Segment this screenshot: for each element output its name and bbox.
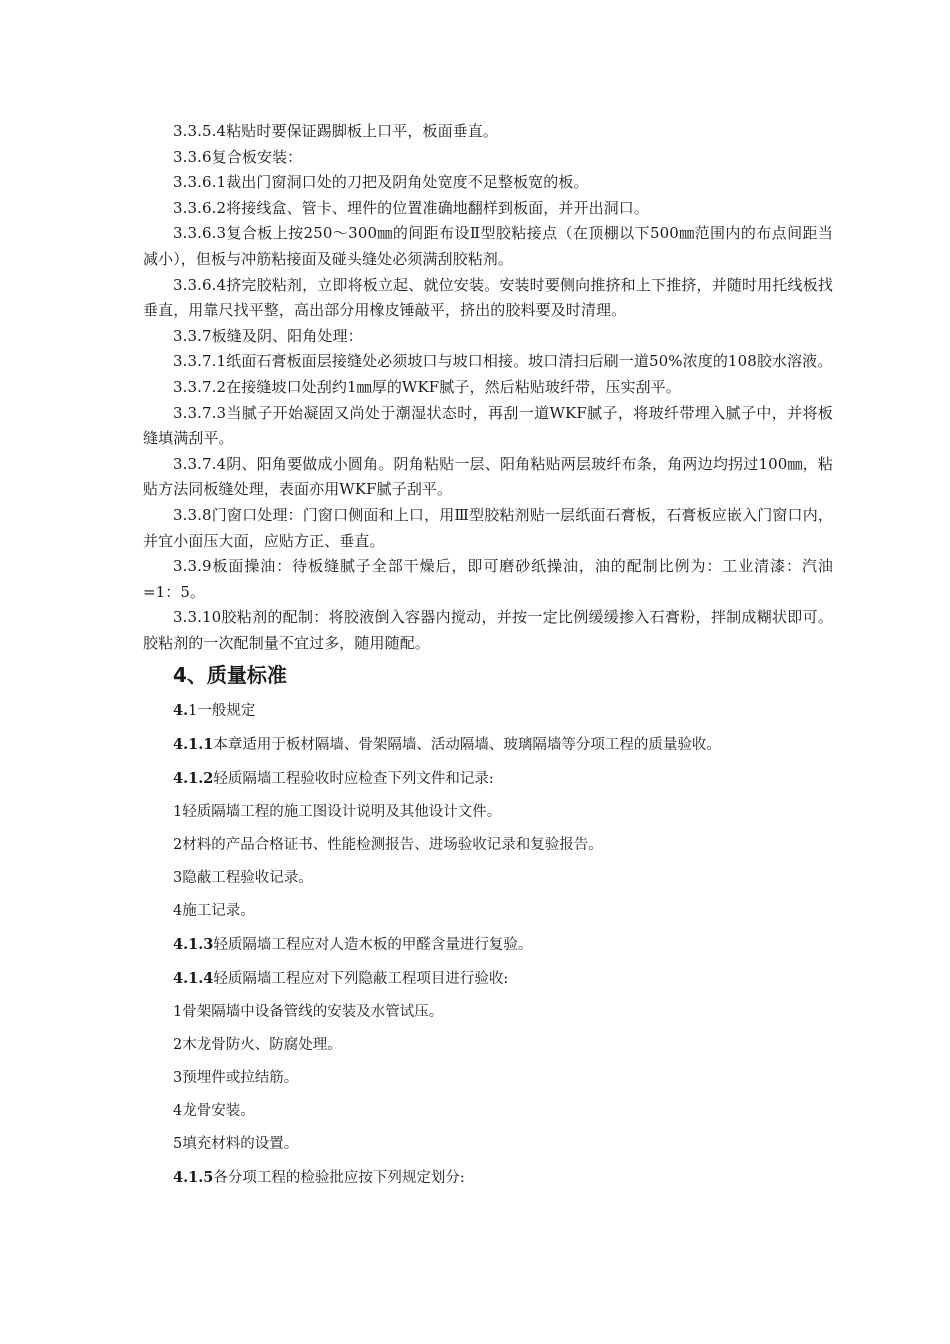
clause-4-1-3 [173, 928, 833, 962]
paragraph-3-3-8: 3.3.8门窗口处理：门窗口侧面和上口，用Ⅲ型胶粘剂贴一层纸面石膏板，石膏板应嵌入门窗口内，并宜小面压大面，应贴方正、垂直。 [143, 505, 833, 550]
list-item: 1骨架隔墙中设备管线的安装及水管试压。 [173, 1004, 444, 1021]
list-item: 3隐蔽工程验收记录。 [173, 870, 313, 887]
document-body [143, 119, 833, 1195]
clause-text: 1一般规定 [188, 703, 256, 720]
paragraph-3-3-7: 3.3.7板缝及阴、阳角处理： [173, 326, 363, 345]
paragraph-3-3-6-3: 3.3.6.3复合板上按250～300㎜的间距布设Ⅱ型胶粘接点（在顶棚以下500㎜范围内的布点间距当减小），但板与冲筋粘接面及碰头缝处必须满刮胶粘剂。 [143, 224, 833, 268]
clause-number: 4.1.3 [173, 936, 214, 954]
list-item: 4龙骨安装。 [173, 1103, 255, 1120]
clause-4-1 [173, 694, 833, 728]
paragraph-3-3-10: 3.3.10胶粘剂的配制：将胶液倒入容器内搅动，并按一定比例缓缓掺入石膏粉，拌制成糊状即可。胶粘剂的一次配制量不宜过多，随用随配。 [143, 608, 833, 652]
clause-text: 本章适用于板材隔墙、骨架隔墙、活动隔墙、玻璃隔墙等分项工程的质量验收。 [213, 737, 721, 754]
paragraph-3-3-5-4: 3.3.5.4粘贴时要保证踢脚板上口平，板面垂直。 [173, 122, 498, 140]
section-heading-4: 4、质量标准 [173, 663, 287, 688]
clause-4-1-5 [173, 1161, 833, 1195]
list-item: 2材料的产品合格证书、性能检测报告、进场验收记录和复验报告。 [173, 837, 603, 854]
paragraph-3-3-6-4: 3.3.6.4挤完胶粘剂，立即将板立起、就位安装。安装时要侧向推挤和上下推挤，并随时用托线板找垂直，用靠尺找平整，高出部分用橡皮锤敲平，挤出的胶料要及时清理。 [143, 275, 833, 320]
clause-number: 4.1.5 [173, 1169, 214, 1187]
clause-number: 4.1.2 [173, 770, 214, 788]
paragraph-3-3-7-1: 3.3.7.1纸面石膏板面层接缝处必须坡口与坡口相接。坡口清扫后刷一道50%浓度的108胶水溶液。 [173, 352, 833, 371]
list-item: 5填充材料的设置。 [173, 1136, 299, 1153]
paragraph-3-3-7-3: 3.3.7.3当腻子开始凝固又尚处于潮湿状态时，再刮一道WKF腻子，将玻纤带埋入腻子中，并将板缝填满刮平。 [143, 403, 833, 448]
paragraph-3-3-6-2: 3.3.6.2将接线盒、管卡、埋件的位置准确地翻样到板面，并开出洞口。 [173, 198, 649, 217]
list-item: 3预埋件或拉结筋。 [173, 1070, 299, 1087]
paragraph-3-3-9: 3.3.9板面操油：待板缝腻子全部干燥后，即可磨砂纸操油，油的配制比例为：工业清漆：汽油=1：5。 [143, 557, 833, 601]
paragraph-3-3-7-4: 3.3.7.4阴、阳角要做成小圆角。阴角粘贴一层、阳角粘贴两层玻纤布条，角两边均拐过100㎜，粘贴方法同板缝处理，表面亦用WKF腻子刮平。 [143, 454, 833, 499]
paragraph-3-3-7-2: 3.3.7.2在接缝坡口处刮约1㎜厚的WKF腻子，然后粘贴玻纤带，压实刮平。 [173, 377, 681, 396]
clause-4-1-2 [173, 762, 833, 796]
clause-text: 各分项工程的检验批应按下列规定划分: [213, 1170, 465, 1187]
paragraph-3-3-6: 3.3.6复合板安装： [173, 147, 303, 166]
clause-text: 轻质隔墙工程验收时应检查下列文件和记录: [213, 771, 494, 788]
paragraph-3-3-6-1: 3.3.6.1裁出门窗洞口处的刀把及阴角处宽度不足整板宽的板。 [173, 173, 589, 192]
list-item: 4施工记录。 [173, 903, 255, 920]
list-item: 2木龙骨防火、防腐处理。 [173, 1037, 342, 1054]
clause-text: 轻质隔墙工程应对下列隐蔽工程项目进行验收: [213, 971, 509, 988]
clause-number: 4. [173, 702, 189, 720]
list-item: 1轻质隔墙工程的施工图设计说明及其他设计文件。 [173, 804, 502, 821]
clause-number: 4.1.4 [173, 970, 214, 988]
clause-text: 轻质隔墙工程应对人造木板的甲醛含量进行复验。 [213, 937, 533, 954]
clause-4-1-4 [173, 962, 833, 996]
clause-4-1-1 [173, 728, 833, 762]
clause-number: 4.1.1 [173, 736, 214, 754]
